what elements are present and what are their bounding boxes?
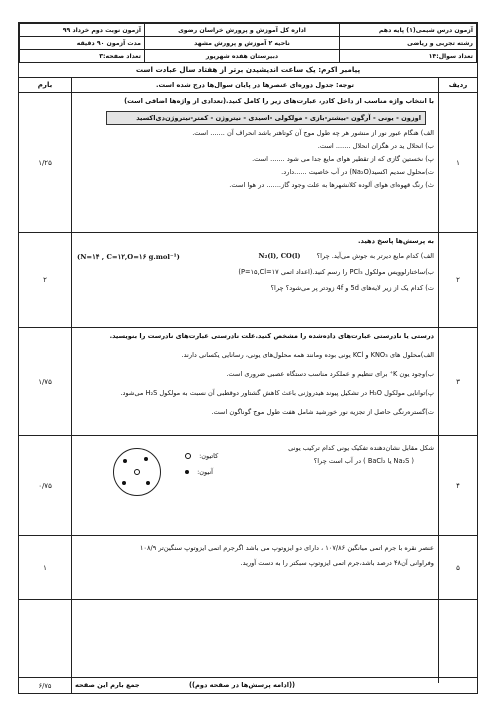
anion-dot	[146, 481, 150, 485]
question-prompt: درستی یا نادرستی عبارت‌های داده‌شده را مشخص کنید.علت نادرستی عبارت‌های نادرست را بنویسید.	[109, 332, 434, 340]
header-exam-term: آزمون نوبت دوم خرداد ۹۹	[20, 24, 145, 37]
item-b: ب) انحلال ید در هگزان انحلال ....... است.	[317, 142, 434, 150]
blank-score-cell	[19, 600, 72, 683]
question-number: ۳	[438, 328, 477, 435]
question-body	[71, 536, 439, 599]
question-text-line-2: ( Na₂S یا BaCl₂ ) در آب است چرا؟	[313, 457, 414, 465]
item-a: الف)محلول های KNO₃ و KCl یونی بوده ومانند همه محلول‌های یونی، رسانایی یکسانی دارند.	[181, 351, 434, 359]
question-text-line-2: وفراوانی آن۴۸ درصد باشد،جرم اتمی ایزوتوپ سبکتر را به دست آورید.	[240, 559, 434, 567]
solution-circle	[113, 448, 161, 496]
liquids-formula: N₂(l), CO(l)	[258, 252, 301, 260]
header-course: آزمون درس شیمی(۱) پایه دهم	[340, 24, 477, 37]
anion-dot	[144, 457, 148, 461]
item-p: پ)توانایی مولکول H₂O در تشکیل پیوند هیدروژنی باعث کاهش گشتاور دوقطبی آن نسبت به مولکول H₂S می‌شود.	[120, 389, 434, 397]
index-header: ردیف	[438, 78, 477, 92]
question-row-5	[19, 536, 477, 600]
header-office: اداره کل آموزش و پرورش خراسان رضوی	[145, 24, 340, 37]
score-header: بارم	[19, 78, 72, 92]
anion-dot	[122, 481, 126, 485]
exam-page	[18, 22, 478, 694]
question-row-1	[19, 93, 477, 233]
question-row-3	[19, 328, 477, 436]
cation-dot	[134, 469, 140, 475]
motto: پیامبر اکرم: یک ساعت اندیشیدن برتر از هفتاد سال عبادت است	[19, 63, 477, 78]
question-body	[71, 436, 439, 535]
item-b: ب)وجود یون K⁺ برای تنظیم و عملکرد مناسب دستگاه عصبی ضروری است.	[226, 370, 434, 378]
question-score: ۱/۷۵	[19, 328, 72, 435]
question-score: ۱/۲۵	[19, 93, 72, 232]
header-duration: مدت آزمون ۹۰ دقیقه	[20, 37, 145, 50]
item-t: ت)گستره‌رنگی حاصل از تجزیه نور خورشید شامل هفت طول موج گوناگون است.	[211, 408, 434, 416]
ion-diagram	[77, 438, 237, 502]
item-a-text: الف) کدام مایع دیرتر به جوش می‌آید. چرا؟	[316, 252, 434, 260]
periodic-table-note: توجه: جدول دوره‌ای عنصرها در پایان سوال‌ها درج شده است.	[155, 81, 355, 89]
header-page-count: تعداد صفحه:۳	[20, 50, 145, 63]
question-score: ۲	[19, 233, 72, 327]
question-prompt: به پرسش‌ها پاسخ دهید.	[358, 237, 434, 245]
atomic-masses: (N=۱۴ , C=۱۲,O=۱۶ g.mol⁻¹)	[77, 253, 180, 261]
question-row-4	[19, 436, 477, 536]
question-score: ۰/۷۵	[19, 436, 72, 535]
item-b: ب)ساختارلوویس مولکول PCl₃ را رسم کنید.(اعداد اتمی P=۱۵,Cl=۱۷)	[238, 268, 434, 276]
anion-legend	[185, 466, 213, 479]
header-field: رشته تجربی و ریاضی	[340, 37, 477, 50]
anion-label: آنیون:	[197, 468, 213, 476]
cation-legend	[185, 450, 218, 463]
exam-header	[19, 23, 477, 63]
item-t: ت) کدام یک از زیر لایه‌های 5d و 4f زودتر پر می‌شود؟ چرا؟	[270, 284, 434, 292]
question-prompt: با انتخاب واژه مناسب از داخل کادر، عبارت‌های زیر را کامل کنید.(تعدادی از واژه‌ها اضافی است)	[124, 97, 434, 105]
page-footer	[19, 677, 477, 693]
item-p: پ) نخستین گازی که از تقطیر هوای مایع جدا می شود ....... است.	[252, 155, 434, 163]
word-bank-box: اوزون - یونی - آرگون -بیشتر-بازی - مولکولی -اسیدی - نیتروژن - کمتر-نیتروژن‌دی‌اکسید	[106, 111, 426, 125]
question-grid	[19, 78, 477, 698]
question-number: ۲	[438, 233, 477, 327]
header-district: ناحیه ۲ آموزش و پرورش مشهد	[145, 37, 340, 50]
anion-dot	[123, 459, 127, 463]
question-body	[71, 93, 439, 232]
item-th: ث) رنگ قهوه‌ای هوای آلوده کلانشهرها به علت وجود گاز....... در هوا است.	[229, 181, 434, 189]
question-body	[71, 328, 439, 435]
header-question-count: تعداد سوال:۱۴	[340, 50, 477, 63]
item-a: الف) هنگام عبور نور از منشور هر چه طول موج آن کوتاهتر باشد انحراف آن ....... است.	[192, 129, 434, 137]
question-body	[71, 233, 439, 327]
question-row-2	[19, 233, 477, 328]
anion-symbol	[185, 470, 189, 474]
cation-symbol	[185, 453, 191, 459]
blank-index-cell	[438, 600, 477, 683]
header-school: دبیرستان هفده شهریور	[145, 50, 340, 63]
question-text-line-1: شکل مقابل نشان‌دهنده تفکیک یونی کدام ترکیب یونی	[288, 444, 434, 452]
question-number: ۴	[438, 436, 477, 535]
blank-area	[19, 600, 477, 683]
question-text-line-1: عنصر نقره با جرم اتمی میانگین ۱۰۷/۸۶ ، دارای دو ایزوتوپ می باشد اگرجرم اتمی ایزوتوپ سنگین‌تر ۱۰۸/۹	[139, 544, 434, 552]
item-t: ت)محلول سدیم اکسید(Na₂O) در آب خاصیت ......دارد.	[281, 168, 434, 176]
question-number: ۱	[438, 93, 477, 232]
column-header-row	[19, 78, 477, 93]
cation-label: کاتیون:	[199, 452, 219, 460]
question-score: ۱	[19, 536, 72, 599]
continue-note: ((ادامه پرسش‌ها در صفحه دوم))	[189, 681, 296, 689]
page-score-label: جمع بارم این صفحه	[75, 681, 140, 689]
question-number: ۵	[438, 536, 477, 599]
page-score-total: ۶/۷۵	[19, 678, 72, 693]
